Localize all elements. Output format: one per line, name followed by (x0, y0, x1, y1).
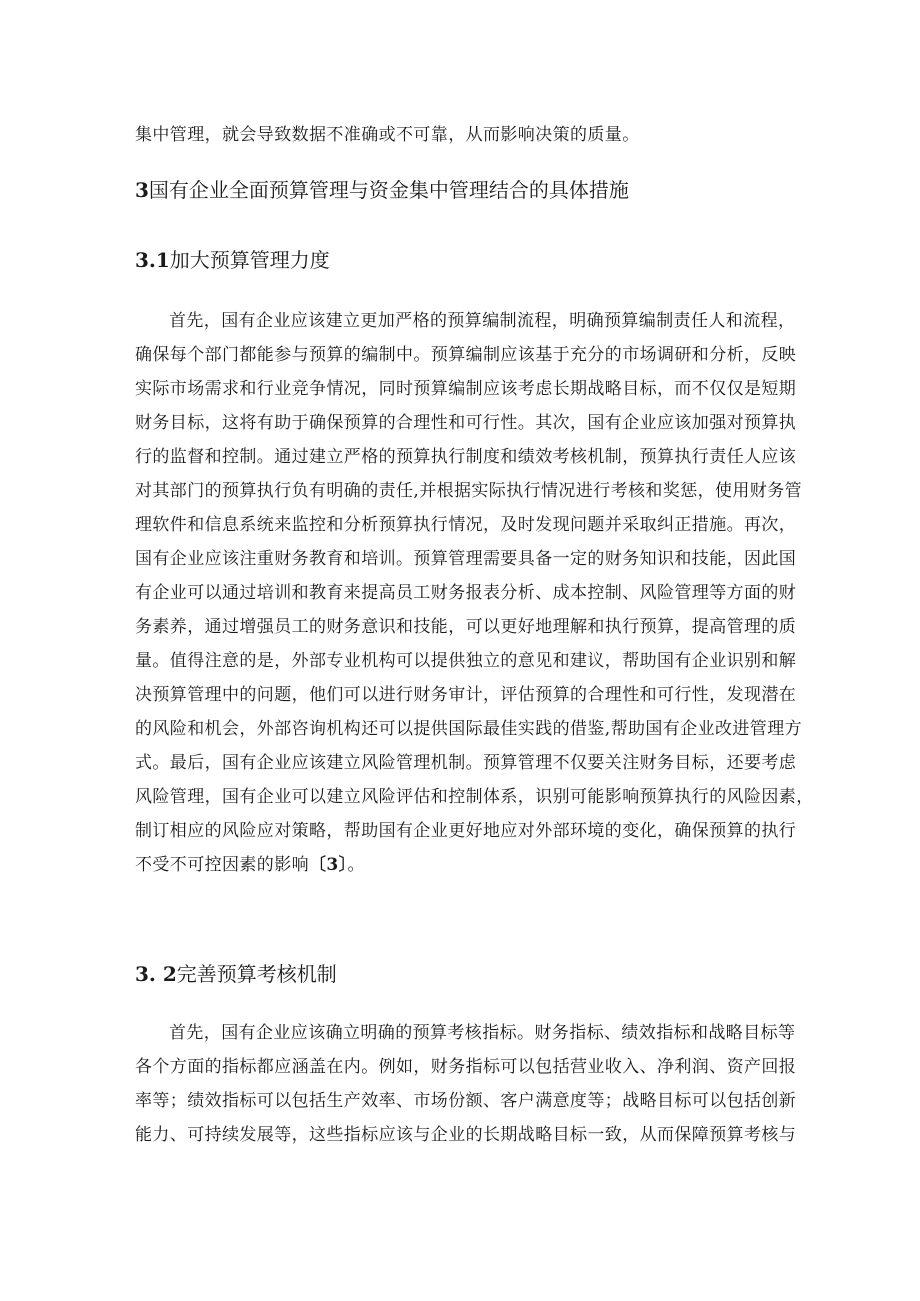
paragraph-line: 行的监督和控制。通过建立严格的预算执行制度和绩效考核机制，预算执行责任人应该 (135, 447, 797, 467)
paragraph-line: 式。最后，国有企业应该建立风险管理机制。预算管理不仅要关注财务目标，还要考虑 (135, 753, 797, 773)
paragraph-line: 决预算管理中的问题，他们可以进行财务审计，评估预算的合理性和可行性，发现潜在 (135, 685, 797, 705)
paragraph-line: 制订相应的风险应对策略，帮助国有企业更好地应对外部环境的变化，确保预算的执行 (135, 821, 797, 841)
paragraph-line: 国有企业应该注重财务教育和培训。预算管理需要具备一定的财务知识和技能，因此国 (135, 549, 797, 569)
paragraph-line: 确保每个部门都能参与预算的编制中。预算编制应该基于充分的市场调研和分析，反映 (135, 345, 797, 365)
section-title: 加大预算管理力度 (169, 248, 330, 272)
paragraph-3-2 (135, 1016, 795, 1152)
paragraph-line: 实际市场需求和行业竞争情况，同时预算编制应该考虑长期战略目标，而不仅仅是短期 (135, 379, 797, 399)
paragraph-line: 风险管理，国有企业可以建立风险评估和控制体系，识别可能影响预算执行的风险因素， (135, 787, 814, 807)
paragraph-line: 理软件和信息系统来监控和分析预算执行情况，及时发现问题并采取纠正措施。再次， (135, 515, 797, 535)
paragraph-line: 对其部门的预算执行负有明确的责任,并根据实际执行情况进行考核和奖惩，使用财务管 (135, 481, 803, 501)
section-title: 国有企业全面预算管理与资金集中管理结合的具体措施 (148, 178, 629, 202)
paragraph-3-1 (135, 304, 814, 882)
paragraph-line: 的风险和机会，外部咨询机构还可以提供国际最佳实践的借鉴,帮助国有企业改进管理方 (135, 719, 803, 739)
section-3-1-heading (135, 244, 330, 273)
paragraph-line: 量。值得注意的是，外部专业机构可以提供独立的意见和建议，帮助国有企业识别和解 (135, 651, 797, 671)
paragraph-line: 首先，国有企业应该确立明确的预算考核指标。财务指标、绩效指标和战略目标等 (169, 1023, 796, 1043)
section-3-heading (135, 174, 629, 203)
section-3-2-heading (135, 958, 337, 987)
paragraph-line: 能力、可持续发展等，这些指标应该与企业的长期战略目标一致，从而保障预算考核与 (135, 1125, 797, 1145)
paragraph-last-line (135, 848, 795, 882)
section-number: 3. 2 (135, 962, 177, 986)
paragraph-line: 各个方面的指标都应涵盖在内。例如，财务指标可以包括营业收入、净利润、资产回报 (135, 1057, 797, 1077)
intro-line: 集中管理，就会导致数据不准确或不可靠，从而影响决策的质量。 (135, 125, 640, 145)
paragraph-line: 财务目标，这将有助于确保预算的合理性和可行性。其次，国有企业应该加强对预算执 (135, 413, 797, 433)
last-line-text: 不受不可控因素的影响 (135, 855, 309, 875)
section-title: 完善预算考核机制 (176, 962, 337, 986)
paragraph-line: 有企业可以通过培训和教育来提高员工财务报表分析、成本控制、风险管理等方面的财 (135, 583, 797, 603)
line-end-punct: 。 (347, 855, 365, 875)
citation-reference: 〔3〕 (309, 855, 348, 875)
section-number: 3.1 (135, 248, 170, 272)
paragraph-line: 率等；绩效指标可以包括生产效率、市场份额、客户满意度等；战略目标可以包括创新 (135, 1091, 797, 1111)
section-number: 3 (135, 178, 149, 202)
paragraph-line: 首先，国有企业应该建立更加严格的预算编制流程，明确预算编制责任人和流程， (169, 311, 796, 331)
paragraph-line: 务素养，通过增强员工的财务意识和技能，可以更好地理解和执行预算，提高管理的质 (135, 617, 797, 637)
